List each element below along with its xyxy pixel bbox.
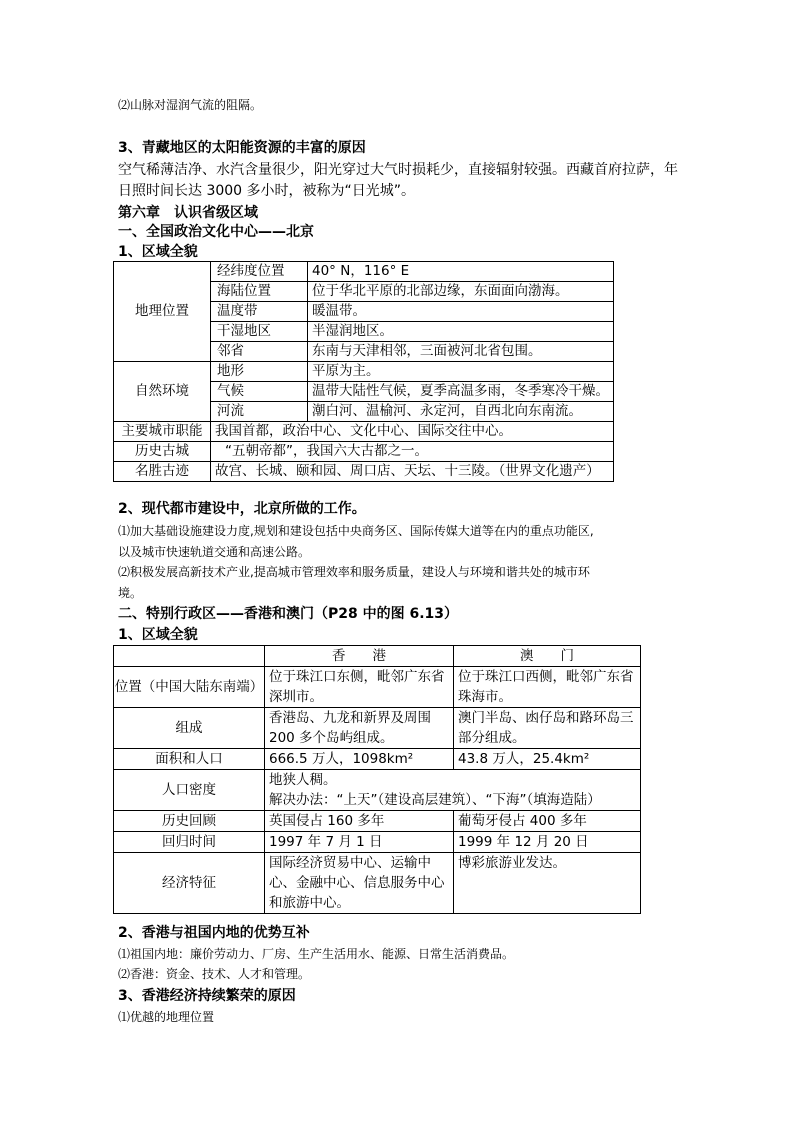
table-cell: 1997 年 7 月 1 日 [265, 832, 454, 853]
table-cell: 河流 [211, 402, 308, 422]
table-cell: 故宫、长城、颐和园、周口店、天坛、十三陵。（世界文化遗产） [211, 462, 614, 482]
table-cell: 1999 年 12 月 20 日 [454, 832, 641, 853]
table-cell: 组成 [114, 708, 265, 749]
table-cell: 温度带 [211, 302, 308, 322]
table-cell: 地理位置 [114, 262, 211, 362]
table-cell: 历史古城 [114, 442, 211, 462]
table-cell: 潮白河、温榆河、永定河，自西北向东南流。 [308, 402, 614, 422]
table-cell: 温带大陆性气候，夏季高温多雨，冬季寒冷干燥。 [308, 382, 614, 402]
table-cell: 博彩旅游业发达。 [454, 853, 641, 914]
table-cell: 澳门半岛、凼仔岛和路环岛三部分组成。 [454, 708, 641, 749]
table-cell: 位置（中国大陆东南端） [114, 667, 265, 708]
paragraph: 境。 [118, 586, 143, 600]
subsection-heading: 1、区域全貌 [118, 244, 198, 260]
table-cell: 666.5 万人，1098km² [265, 749, 454, 770]
table-cell: 位于珠江口东侧，毗邻广东省深圳市。 [265, 667, 454, 708]
table-header-hk: 香 港 [265, 646, 454, 667]
table-cell: 经纬度位置 [211, 262, 308, 282]
table-cell: 半湿润地区。 [308, 322, 614, 342]
paragraph: ⑵香港：资金、技术、人才和管理。 [118, 967, 311, 981]
table-cell: 主要城市职能 [114, 422, 211, 442]
beijing-overview-table [113, 261, 614, 482]
table-cell: 名胜古迹 [114, 462, 211, 482]
subsection-heading: 3、香港经济持续繁荣的原因 [118, 988, 296, 1004]
table-cell: 历史回顾 [114, 811, 265, 832]
subsection-heading: 2、现代都市建设中，北京所做的工作。 [118, 501, 366, 517]
section-heading: 一、全国政治文化中心——北京 [118, 224, 314, 240]
table-cell: 经济特征 [114, 853, 265, 914]
table-cell: 位于珠江口西侧，毗邻广东省珠海市。 [454, 667, 641, 708]
table-cell: 自然环境 [114, 362, 211, 422]
table-header-macau: 澳 门 [454, 646, 641, 667]
table-cell: “五朝帝都”，我国六大古都之一。 [211, 442, 614, 462]
table-cell: 暖温带。 [308, 302, 614, 322]
table-cell [265, 770, 641, 811]
paragraph: ⑴祖国内地：廉价劳动力、厂房、生产生活用水、能源、日常生活消费品。 [118, 947, 515, 961]
section-heading: 3、青藏地区的太阳能资源的丰富的原因 [118, 140, 366, 156]
subsection-heading: 1、区域全貌 [118, 627, 198, 643]
paragraph: ⑵山脉对湿润气流的阻隔。 [118, 98, 263, 112]
table-cell: 43.8 万人，25.4km² [454, 749, 641, 770]
table-cell: 面积和人口 [114, 749, 265, 770]
density-text: 地狭人稠。 [269, 772, 337, 788]
hk-macau-overview-table [113, 645, 641, 914]
subsection-heading: 2、香港与祖国内地的优势互补 [118, 925, 310, 941]
paragraph: 以及城市快速轨道交通和高速公路。 [118, 545, 311, 559]
paragraph: ⑵积极发展高新技术产业,提高城市管理效率和服务质量，建设人与环境和谐共处的城市环 [118, 565, 590, 579]
paragraph: ⑴加大基础设施建设力度,规划和建设包括中央商务区、国际传媒大道等在内的重点功能区, [118, 524, 594, 538]
table-cell: 回归时间 [114, 832, 265, 853]
table-cell: 位于华北平原的北部边缘，东面面向渤海。 [308, 282, 614, 302]
table-cell: 香港岛、九龙和新界及周围 200 多个岛屿组成。 [265, 708, 454, 749]
paragraph: 日照时间长达 3000 多小时，被称为“日光城”。 [118, 183, 416, 199]
table-cell: 人口密度 [114, 770, 265, 811]
chapter-heading: 第六章 认识省级区域 [118, 205, 258, 221]
table-cell: 英国侵占 160 多年 [265, 811, 454, 832]
section-heading: 二、特别行政区——香港和澳门（P28 中的图 6.13） [118, 606, 459, 622]
table-cell: 地形 [211, 362, 308, 382]
paragraph: ⑴优越的地理位置 [118, 1010, 215, 1024]
table-cell: 邻省 [211, 342, 308, 362]
table-cell: 40° N，116° E [308, 262, 614, 282]
table-cell: 国际经济贸易中心、运输中心、金融中心、信息服务中心和旅游中心。 [265, 853, 454, 914]
density-solution: 解决办法：“上天”（建设高层建筑）、“下海”（填海造陆） [269, 792, 601, 808]
table-cell: 海陆位置 [211, 282, 308, 302]
table-cell: 平原为主。 [308, 362, 614, 382]
table-cell: 我国首都，政治中心、文化中心、国际交往中心。 [211, 422, 614, 442]
table-cell: 葡萄牙侵占 400 多年 [454, 811, 641, 832]
table-cell: 东南与天津相邻，三面被河北省包围。 [308, 342, 614, 362]
table-cell: 干湿地区 [211, 322, 308, 342]
table-cell: 气候 [211, 382, 308, 402]
table-cell [114, 646, 265, 667]
paragraph: 空气稀薄洁净、水汽含量很少，阳光穿过大气时损耗少，直接辐射较强。西藏首府拉萨，年 [118, 162, 678, 178]
